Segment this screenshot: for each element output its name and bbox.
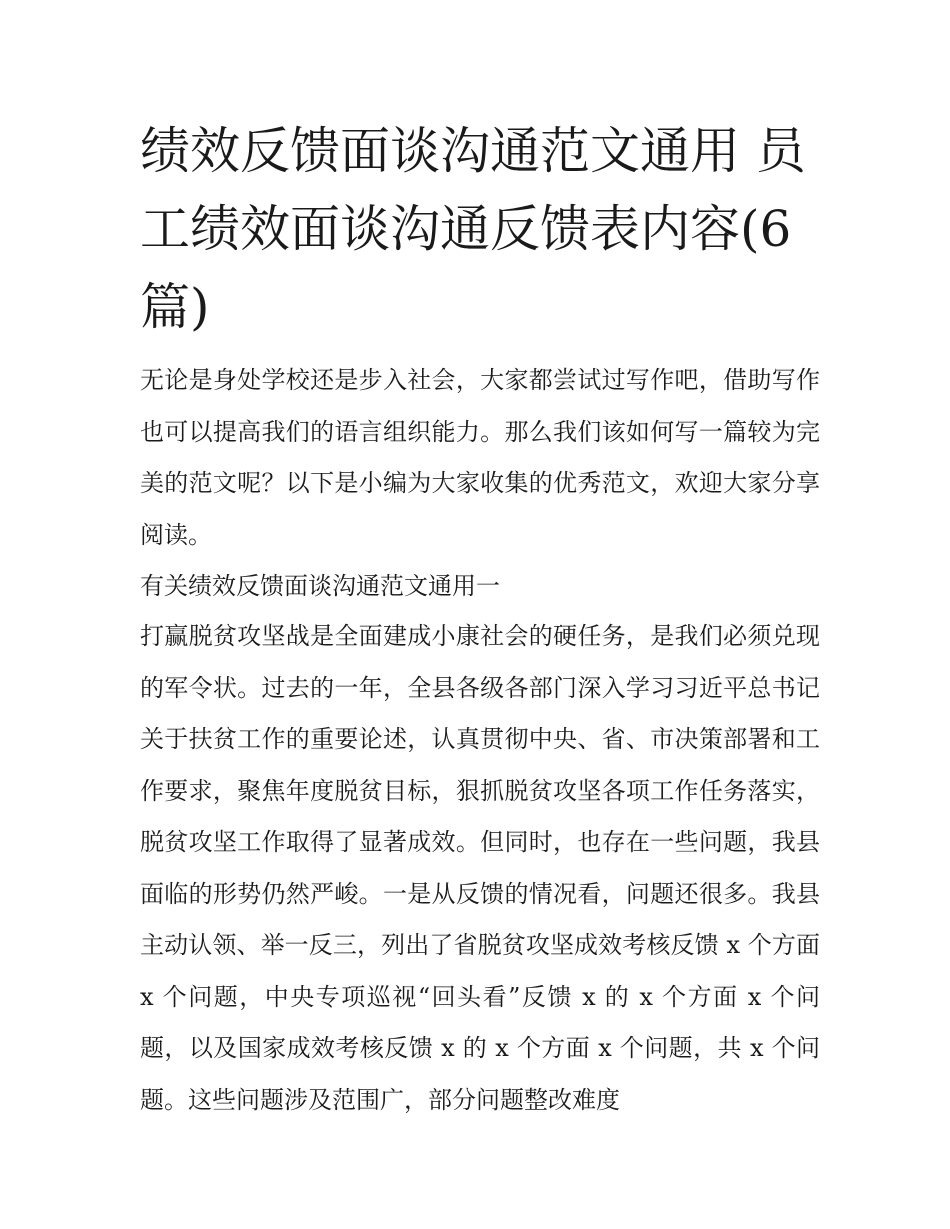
section-body-paragraph: 打赢脱贫攻坚战是全面建成小康社会的硬任务，是我们必须兑现的军令状。过去的一年，全县各级各部门深入学习习近平总书记关于扶贫工作的重要论述，认真贯彻中央、省、市决策部署和工作要求，聚焦年度脱贫目标，狠抓脱贫攻坚各项工作任务落实，脱贫攻坚工作取得了显著成效。但同时，也存在一些问题，我县面临的形势仍然严峻。一是从反馈的情况看，问题还很多。我县主动认领、举一反三，列出了省脱贫攻坚成效考核反馈 x 个方面 x 个问题，中央专项巡视“回头看”反馈 x 的 x 个方面 x 个问题，以及国家成效考核反馈 x 的 x 个方面 x 个问题，共 x 个问题。这些问题涉及范围广，部分问题整改难度: [140, 622, 820, 1114]
section-heading: 有关绩效反馈面谈沟通范文通用一: [140, 572, 500, 600]
intro-paragraph: 无论是身处学校还是步入社会，大家都尝试过写作吧，借助写作也可以提高我们的语言组织能力。那么我们该如何写一篇较为完美的范文呢？以下是小编为大家收集的优秀范文，欢迎大家分享阅读。: [140, 366, 820, 549]
document-title: 绩效反馈面谈沟通范文通用 员工绩效面谈沟通反馈表内容(6篇): [140, 122, 806, 336]
